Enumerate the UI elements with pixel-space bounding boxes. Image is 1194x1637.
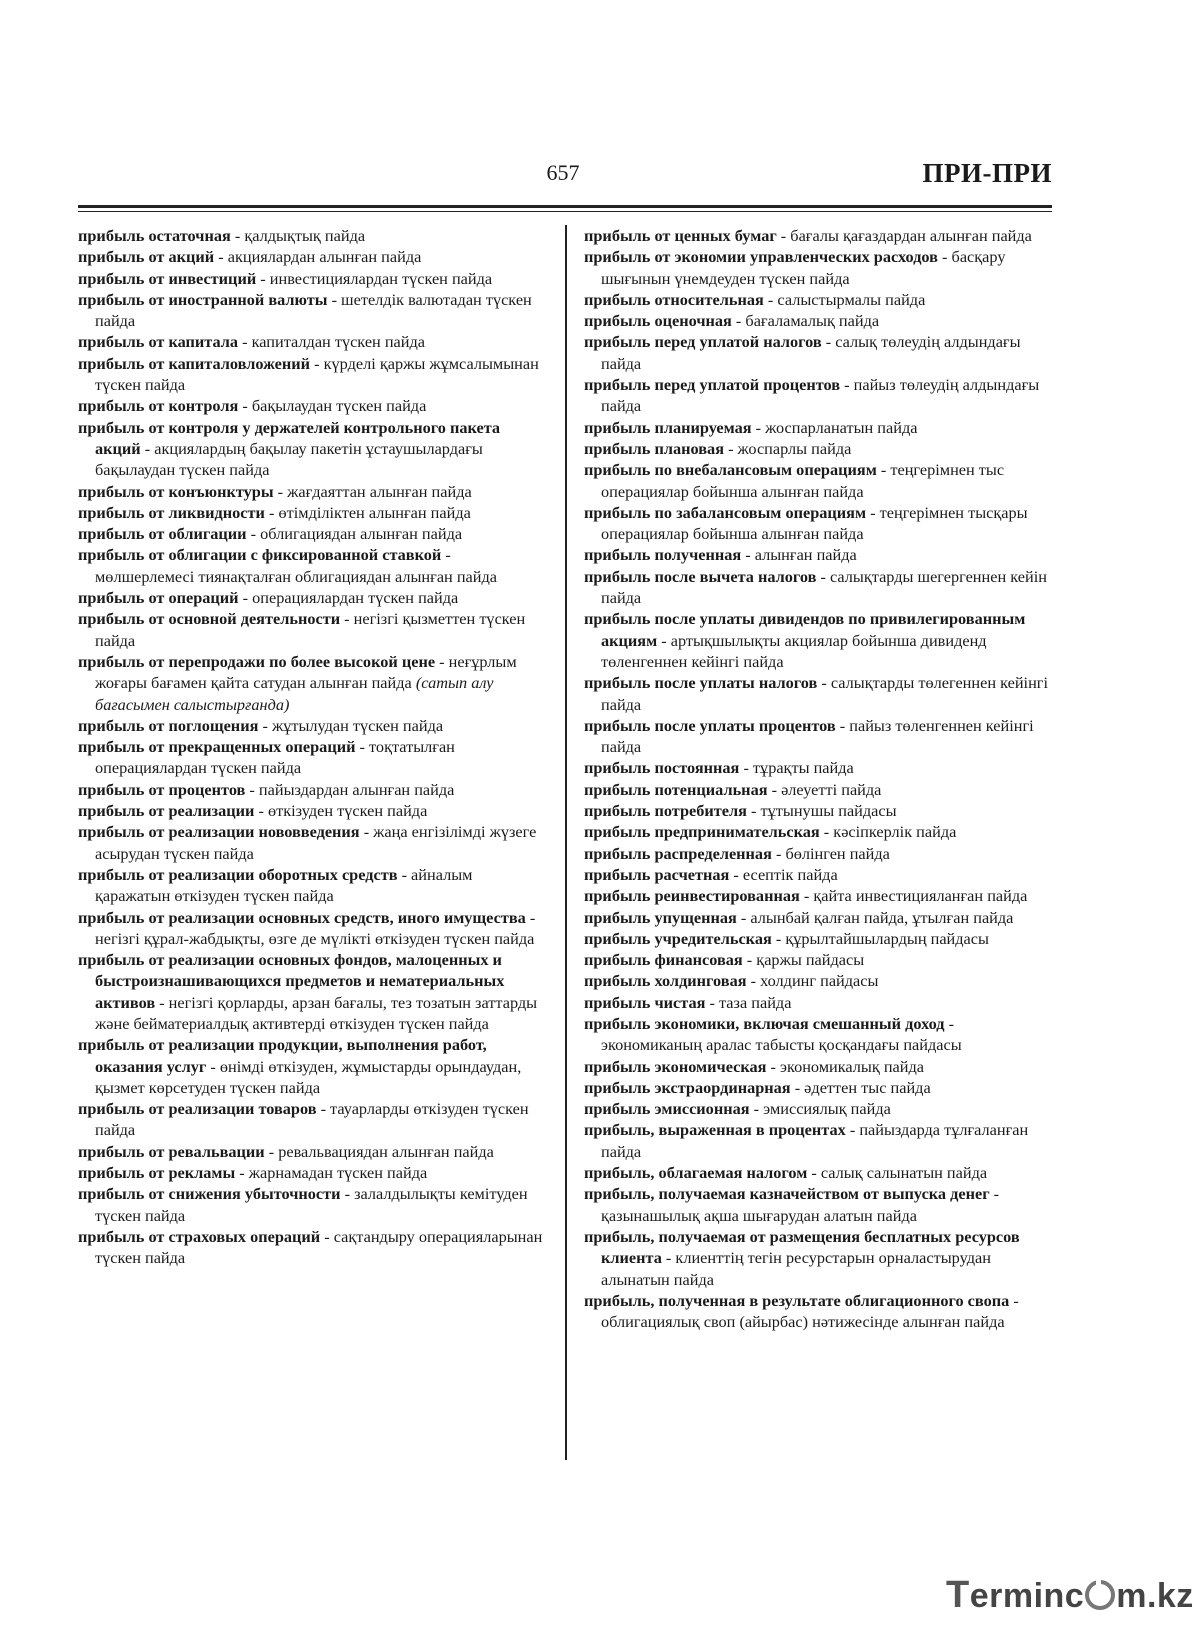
dictionary-entry xyxy=(78,523,544,544)
entry-term: прибыль постоянная xyxy=(584,758,740,778)
entry-definition: - салық төлеудің алдындағы пайда xyxy=(601,332,1021,373)
entry-term: прибыль от реализации нововведения xyxy=(78,822,360,842)
entry-definition: - бағаламалық пайда xyxy=(731,311,880,331)
entry-term: прибыль экстраординарная xyxy=(584,1077,791,1097)
dictionary-entry xyxy=(584,757,1054,778)
entry-term: прибыль от облигации с фиксированной ставкой xyxy=(78,545,442,565)
dictionary-entry xyxy=(584,1183,1054,1226)
dictionary-entry xyxy=(584,864,1054,885)
entry-term: прибыль экономики, включая смешанный доход xyxy=(584,1013,945,1033)
entry-definition: - тауарларды өткізуден түскен пайда xyxy=(95,1099,529,1140)
entry-definition: - қалдықтық пайда xyxy=(230,226,366,245)
entry-term: прибыль от реализации xyxy=(78,801,255,821)
running-head: ПРИ-ПРИ xyxy=(922,158,1052,188)
dictionary-entry xyxy=(584,225,1054,246)
dictionary-entry xyxy=(78,736,544,779)
entry-term: прибыль реинвестированная xyxy=(584,886,800,906)
entry-term: прибыль от контроля xyxy=(78,396,239,416)
dictionary-entry xyxy=(78,1162,544,1183)
entry-term: прибыль от конъюнктуры xyxy=(78,481,274,501)
entry-definition: - экономикалық пайда xyxy=(766,1056,925,1076)
entry-term: прибыль от страховых операций xyxy=(78,1226,321,1246)
entry-definition: - салық салынатын пайда xyxy=(807,1163,988,1183)
entry-term: прибыль эмиссионная xyxy=(584,1099,750,1119)
entry-term: прибыль, полученная в результате облигационного свопа xyxy=(584,1290,1010,1310)
entry-term: прибыль по забалансовым операциям xyxy=(584,502,867,522)
entry-term: прибыль от реализации товаров xyxy=(78,1099,317,1119)
entry-definition: - холдинг пайдасы xyxy=(746,971,879,991)
entry-term: прибыль потребителя xyxy=(584,801,747,821)
dictionary-entry xyxy=(584,992,1054,1013)
dictionary-entry xyxy=(584,310,1054,331)
entry-term: прибыль экономическая xyxy=(584,1056,767,1076)
entry-term: прибыль от акций xyxy=(78,247,215,267)
entry-definition: - жағдаяттан алынған пайда xyxy=(273,481,472,501)
dictionary-entry xyxy=(78,395,544,416)
entry-term: прибыль от облигации xyxy=(78,524,247,544)
entry-term: прибыль оценочная xyxy=(584,311,732,331)
entry-term: прибыль, выраженная в процентах xyxy=(584,1120,846,1140)
entry-definition: - мөлшерлемесі тиянақталған облигациядан алынған пайда xyxy=(95,545,497,586)
entry-definition: - құрылтайшылардың пайдасы xyxy=(771,928,989,948)
entry-term: прибыль после уплаты налогов xyxy=(584,673,818,693)
entry-definition: - акциялардан алынған пайда xyxy=(214,247,422,267)
dictionary-entry xyxy=(78,651,544,715)
dictionary-entry xyxy=(584,502,1054,545)
dictionary-entry xyxy=(78,1183,544,1226)
entry-term: прибыль от поглощения xyxy=(78,715,259,735)
dictionary-entry xyxy=(584,928,1054,949)
entry-definition: - пайыздардан алынған пайда xyxy=(245,779,455,799)
entry-term: прибыль остаточная xyxy=(78,226,231,245)
dictionary-entry xyxy=(78,587,544,608)
entry-term: прибыль от рекламы xyxy=(78,1163,236,1183)
dictionary-entry xyxy=(584,544,1054,565)
dictionary-entry xyxy=(78,331,544,352)
entry-term: прибыль перед уплатой процентов xyxy=(584,375,841,395)
entry-term: прибыль полученная xyxy=(584,545,742,565)
dictionary-entry xyxy=(584,779,1054,800)
entry-definition: - инвестициялардан түскен пайда xyxy=(256,268,493,288)
entry-definition: - күрделі қаржы жұмсалымынан түскен пайда xyxy=(95,353,539,395)
entry-term: прибыль от прекращенных операций xyxy=(78,737,356,757)
entry-definition: - бөлінген пайда xyxy=(771,843,890,863)
entry-term: прибыль плановая xyxy=(584,438,724,458)
entry-definition: - негізгі қорларды, арзан бағалы, тез тозатын заттарды және бейматериалдық активтерді өткізуден түскен пайда xyxy=(95,992,538,1033)
entry-definition: - артықшылықты акциялар бойынша дивиденд төленгеннен кейінгі пайда xyxy=(601,630,987,671)
dictionary-entry xyxy=(584,1226,1054,1290)
entry-definition: - өнімді өткізуден, жұмыстарды орындаудан, қызмет көрсетуден түскен пайда xyxy=(95,1056,522,1097)
entry-definition: - акциялардың бақылау пакетін ұстаушылардағы бақылаудан түскен пайда xyxy=(95,438,483,480)
entry-definition: - қазынашылық ақша шығарудан алатын пайда xyxy=(601,1184,1000,1225)
entry-definition: - таза пайда xyxy=(705,992,792,1012)
dictionary-entry xyxy=(584,608,1054,672)
entry-term: прибыль распределенная xyxy=(584,843,772,863)
entry-definition: - теңгерімнен тыс операциялар бойынша алынған пайда xyxy=(601,460,1005,501)
entry-definition: - әдеттен тыс пайда xyxy=(790,1077,931,1097)
entry-definition: - эмиссиялық пайда xyxy=(749,1099,891,1119)
entry-term: прибыль от инвестиций xyxy=(78,268,257,288)
entry-definition: - жарнамадан түскен пайда xyxy=(235,1163,428,1183)
dictionary-entry xyxy=(78,715,544,736)
entry-definition: - өтімділіктен алынған пайда xyxy=(264,502,471,522)
dictionary-entry xyxy=(584,970,1054,991)
right-column xyxy=(584,225,1054,1332)
dictionary-entry xyxy=(584,459,1054,502)
entry-term: прибыль финансовая xyxy=(584,950,743,970)
entry-term: прибыль, получаемая казначейством от выпуска денег xyxy=(584,1184,990,1204)
entry-definition: - сақтандыру операцияларынан түскен пайда xyxy=(95,1226,543,1268)
dictionary-entry xyxy=(584,331,1054,374)
entry-definition: - бақылаудан түскен пайда xyxy=(238,396,427,416)
entry-definition: - жұтылудан түскен пайда xyxy=(258,715,444,735)
entry-term: прибыль предпринимательская xyxy=(584,822,820,842)
dictionary-entry xyxy=(584,1162,1054,1183)
entry-term: прибыль от основной деятельности xyxy=(78,609,341,629)
dictionary-entry xyxy=(78,949,544,1034)
dictionary-entry xyxy=(78,1226,544,1269)
entry-definition: - негізгі қызметтен түскен пайда xyxy=(95,609,526,650)
dictionary-entry xyxy=(78,1141,544,1162)
dictionary-entry xyxy=(78,225,544,246)
dictionary-entry xyxy=(584,1119,1054,1162)
entry-definition: - тұрақты пайда xyxy=(739,758,854,778)
dictionary-entry xyxy=(78,779,544,800)
entry-term: прибыль расчетная xyxy=(584,864,730,884)
dictionary-entry xyxy=(584,374,1054,417)
dictionary-entry xyxy=(584,800,1054,821)
entry-term: прибыль от капиталовложений xyxy=(78,353,311,373)
entry-definition: - капиталдан түскен пайда xyxy=(238,332,425,352)
entry-definition: - облигациялық своп (айырбас) нәтижесінде алынған пайда xyxy=(601,1290,1019,1332)
dictionary-entry xyxy=(584,1290,1054,1333)
entry-term: прибыль от иностранной валюты xyxy=(78,289,328,309)
entry-definition: - салықтарды төлегеннен кейінгі пайда xyxy=(601,673,1048,714)
entry-term: прибыль относительная xyxy=(584,289,764,309)
dictionary-entry xyxy=(584,885,1054,906)
entry-definition: - алынбай қалған пайда, ұтылған пайда xyxy=(736,907,1014,927)
entry-term: прибыль, получаемая от размещения бесплатных ресурсов клиента xyxy=(584,1226,1020,1268)
entry-term: прибыль от реализации основных средств, иного имущества xyxy=(78,907,526,927)
entry-definition: - ревальвациядан алынған пайда xyxy=(264,1141,494,1161)
entry-definition: - залалдылықты кемітуден түскен пайда xyxy=(95,1184,528,1225)
entry-definition: - шетелдік валютадан түскен пайда xyxy=(95,289,532,331)
dictionary-entry xyxy=(78,907,544,950)
entry-definition: - алынған пайда xyxy=(741,545,857,565)
dictionary-entry xyxy=(78,1034,544,1098)
dictionary-entry xyxy=(78,246,544,267)
entry-definition: - жоспарлы пайда xyxy=(724,438,852,458)
entry-definition: - операциялардан түскен пайда xyxy=(238,588,459,608)
entry-term: прибыль от перепродажи по более высокой цене xyxy=(78,651,436,671)
column-divider xyxy=(565,225,567,1460)
entry-term: прибыль после уплаты дивидендов по привилегированным акциям xyxy=(584,609,1026,650)
entry-definition: - айналым қаражатын өткізуден түскен пайда xyxy=(95,864,473,906)
dictionary-entry xyxy=(78,800,544,821)
entry-term: прибыль от снижения убыточности xyxy=(78,1184,341,1204)
dictionary-entry xyxy=(584,1077,1054,1098)
logo-text: erminc m.kz xyxy=(969,1577,1194,1615)
dictionary-entry xyxy=(78,289,544,332)
header-rule-thick xyxy=(78,205,1052,208)
entry-term: прибыль от реализации оборотных средств xyxy=(78,864,398,884)
entry-term: прибыль учредительская xyxy=(584,928,772,948)
entry-definition: - жоспарланатын пайда xyxy=(751,417,918,437)
dictionary-entry xyxy=(78,353,544,396)
dictionary-entry xyxy=(78,417,544,481)
dictionary-entry xyxy=(584,672,1054,715)
entry-term: прибыль от процентов xyxy=(78,779,246,799)
dictionary-entry xyxy=(78,1098,544,1141)
entry-definition: - салықтарды шегергеннен кейін пайда xyxy=(601,566,1047,608)
entry-term: прибыль по внебалансовым операциям xyxy=(584,460,877,480)
dictionary-entry xyxy=(78,544,544,587)
dictionary-entry xyxy=(78,608,544,651)
entry-definition: - өткізуден түскен пайда xyxy=(254,801,428,821)
entry-definition: - тұтынушы пайдасы xyxy=(746,801,897,821)
dictionary-entry xyxy=(584,417,1054,438)
entry-definition: - жаңа енгізілімді жүзеге асырудан түскен пайда xyxy=(95,822,537,863)
left-column xyxy=(78,225,544,1269)
dictionary-entry xyxy=(584,246,1054,289)
dictionary-entry xyxy=(78,481,544,502)
entry-term: прибыль упущенная xyxy=(584,907,737,927)
dictionary-entry xyxy=(78,821,544,864)
entry-definition: - кәсіпкерлік пайда xyxy=(819,822,957,842)
entry-term: прибыль от операций xyxy=(78,588,239,608)
dictionary-entry xyxy=(584,949,1054,970)
entry-term: прибыль перед уплатой налогов xyxy=(584,332,822,352)
dictionary-entry xyxy=(584,1013,1054,1056)
entry-term: прибыль от ликвидности xyxy=(78,502,265,522)
terminco-logo xyxy=(946,1574,1194,1617)
entry-term: прибыль потенциальная xyxy=(584,779,768,799)
entry-term: прибыль чистая xyxy=(584,992,706,1012)
dictionary-entry xyxy=(584,1098,1054,1119)
entry-definition: - қаржы пайдасы xyxy=(742,950,865,970)
entry-definition: - тоқтатылған операциялардан түскен пайда xyxy=(95,737,455,778)
entry-definition: - бағалы қағаздардан алынған пайда xyxy=(776,226,1032,245)
entry-definition: - клиенттің тегін ресурстарын орналастырудан алынатын пайда xyxy=(601,1248,991,1289)
dictionary-entry xyxy=(584,1056,1054,1077)
entry-definition: - салыстырмалы пайда xyxy=(763,289,926,309)
entry-term: прибыль от реализации основных фондов, малоценных и быстроизнашивающихся предметов и нематериальных активов xyxy=(78,950,505,1012)
entry-definition: - негізгі құрал-жабдықты, өзге де мүлікті өткізуден түскен пайда xyxy=(95,907,536,948)
entry-term: прибыль после уплаты процентов xyxy=(584,715,836,735)
dictionary-entry xyxy=(584,907,1054,928)
dictionary-entry xyxy=(584,843,1054,864)
logo-lead-letter: T xyxy=(946,1574,970,1616)
entry-definition: - есептік пайда xyxy=(729,864,838,884)
dictionary-entry xyxy=(584,715,1054,758)
entry-definition: - пайыз төлеудің алдындағы пайда xyxy=(601,375,1040,416)
entry-term: прибыль, облагаемая налогом xyxy=(584,1163,808,1183)
page-number: 657 xyxy=(546,160,580,185)
dictionary-entry xyxy=(584,566,1054,609)
entry-term: прибыль холдинговая xyxy=(584,971,747,991)
dictionary-entry xyxy=(78,864,544,907)
entry-term: прибыль от контроля у держателей контрольного пакета акций xyxy=(78,417,501,458)
logo-ring-icon xyxy=(1085,1580,1115,1610)
entry-definition: - пайыздарда тұлғаланған пайда xyxy=(601,1120,1029,1161)
entry-definition: - басқару шығынын үнемдеуден түскен пайда xyxy=(601,247,1006,288)
entry-definition: - әлеуетті пайда xyxy=(767,779,882,799)
entry-term: прибыль от ревальвации xyxy=(78,1141,265,1161)
entry-definition: - неғұрлым жоғары бағамен қайта сатудан алынған пайда xyxy=(95,651,517,693)
entry-term: прибыль от ценных бумаг xyxy=(584,226,777,245)
entry-definition: - қайта инвестицияланған пайда xyxy=(799,886,1028,906)
entry-note: (сатып алу бағасымен салыстырғанда) xyxy=(95,673,494,714)
entry-definition: - теңгерімнен тысқары операциялар бойынша алынған пайда xyxy=(601,502,1028,544)
dictionary-entry xyxy=(584,438,1054,459)
entry-term: прибыль от реализации продукции, выполнения работ, оказания услуг xyxy=(78,1035,487,1076)
entry-definition: - пайыз төленгеннен кейінгі пайда xyxy=(601,715,1034,757)
entry-term: прибыль от капитала xyxy=(78,332,239,352)
entry-term: прибыль от экономии управленческих расходов xyxy=(584,247,938,267)
dictionary-entry xyxy=(584,289,1054,310)
dictionary-entry xyxy=(78,268,544,289)
header-rule-thin xyxy=(78,211,1052,212)
entry-definition: - облигациядан алынған пайда xyxy=(246,524,463,544)
entry-term: прибыль планируемая xyxy=(584,417,752,437)
dictionary-entry xyxy=(78,502,544,523)
entry-definition: - экономиканың аралас табысты қосқандағы пайдасы xyxy=(601,1013,962,1055)
entry-term: прибыль после вычета налогов xyxy=(584,566,817,586)
dictionary-entry xyxy=(584,821,1054,842)
